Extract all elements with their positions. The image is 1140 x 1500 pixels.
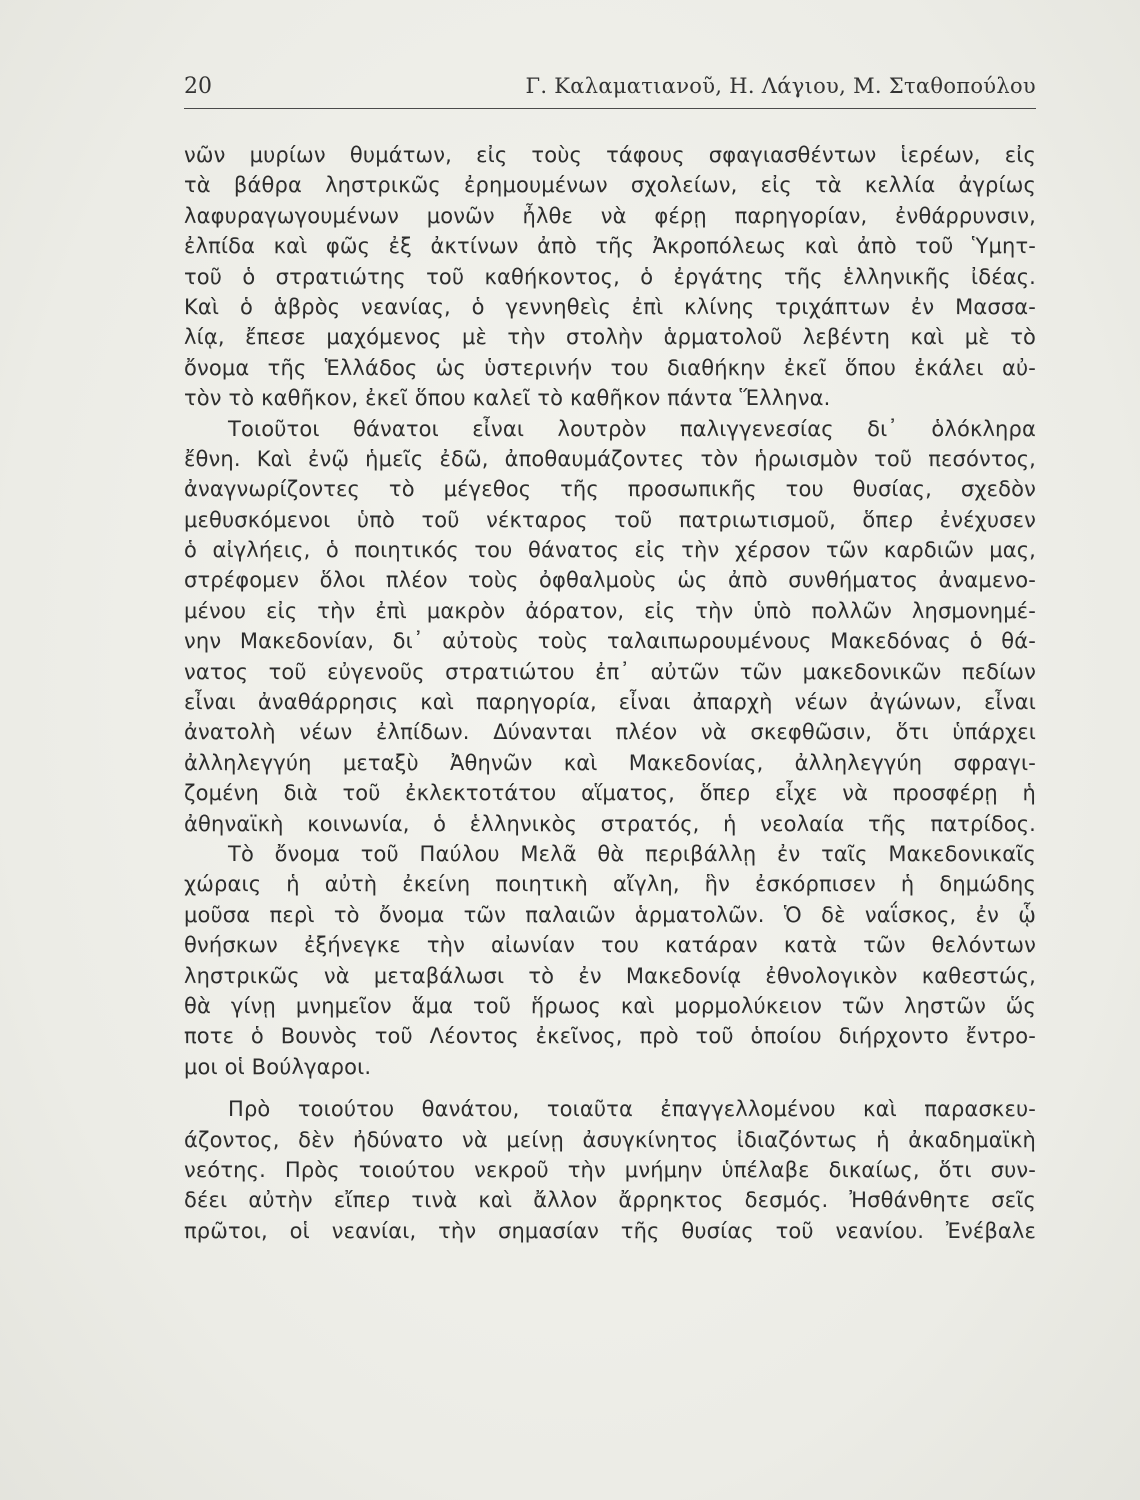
text-line: ἀθηναϊκὴ κοινωνία, ὁ ἑλληνικὸς στρατός, ἡ νεολαία τῆς πατρίδος. <box>184 811 1036 836</box>
text-line: ὁ αἰγλήεις, ὁ ποιητικός του θάνατος εἰς τὴν χέρσον τῶν καρδιῶν μας, <box>184 538 1036 563</box>
text-line: ἐλπίδα καὶ φῶς ἐξ ἀκτίνων ἀπὸ τῆς Ἀκροπόλεως καὶ ἀπὸ τοῦ Ὑμητ- <box>184 234 1036 259</box>
text-line: λίᾳ, ἔπεσε μαχόμενος μὲ τὴν στολὴν ἁρματολοῦ λεβέντη καὶ μὲ τὸ <box>184 325 1036 350</box>
page-number: 20 <box>184 74 212 99</box>
running-head <box>184 74 1036 109</box>
text-line: τὰ βάθρα ληστρικῶς ἐρημουμένων σχολείων, εἰς τὰ κελλία ἀγρίως <box>184 173 1036 198</box>
text-line: Τοιοῦτοι θάνατοι εἶναι λουτρὸν παλιγγενεσίας δι᾽ ὁλόκληρα <box>228 416 1036 441</box>
text-line: χώραις ἡ αὐτὴ ἐκείνη ποιητικὴ αἴγλη, ἣν ἐσκόρπισεν ἡ δημώδης <box>184 872 1036 897</box>
text-line: Καὶ ὁ ἁβρὸς νεανίας, ὁ γεννηθεὶς ἐπὶ κλίνης τριχάπτων ἐν Μασσα- <box>184 294 1036 319</box>
text-line: ἀλληλεγγύη μεταξὺ Ἀθηνῶν καὶ Μακεδονίας, ἀλληλεγγύη σφραγι- <box>184 750 1036 775</box>
text-line: τὸν τὸ καθῆκον, ἐκεῖ ὅπου καλεῖ τὸ καθῆκον πάντα Ἕλληνα. <box>184 386 831 411</box>
body-text <box>184 140 1036 1246</box>
text-line: ἀνατολὴ νέων ἐλπίδων. Δύνανται πλέον νὰ σκεφθῶσιν, ὅτι ὑπάρχει <box>184 720 1036 745</box>
text-line: άζοντος, δὲν ἠδύνατο νὰ μείνῃ ἀσυγκίνητος ἰδιαζόντως ἡ ἀκαδημαϊκὴ <box>184 1127 1036 1152</box>
text-line: ποτε ὁ Βουνὸς τοῦ Λέοντος ἐκεῖνος, πρὸ τοῦ ὁποίου διήρχοντο ἔντρο- <box>184 1024 1036 1049</box>
paragraph-3 <box>184 839 1036 1082</box>
text-line: ληστρικῶς νὰ μεταβάλωσι τὸ ἐν Μακεδονίᾳ ἐθνολογικὸν καθεστώς, <box>184 963 1036 988</box>
text-line: νεότης. Πρὸς τοιούτου νεκροῦ τὴν μνήμην ὑπέλαβε δικαίως, ὅτι συν- <box>184 1157 1036 1182</box>
text-line: θὰ γίνῃ μνημεῖον ἅμα τοῦ ἥρωος καὶ μορμολύκειον τῶν ληστῶν ὥς <box>184 993 1036 1018</box>
text-line: θνήσκων ἐξήνεγκε τὴν αἰωνίαν του κατάραν κατὰ τῶν θελόντων <box>184 933 1036 958</box>
text-line: νατος τοῦ εὐγενοῦς στρατιώτου ἐπ᾽ αὐτῶν τῶν μακεδονικῶν πεδίων <box>184 659 1036 684</box>
text-line: ὄνομα τῆς Ἑλλάδος ὡς ὑστερινήν του διαθήκην ἐκεῖ ὅπου ἐκάλει αὐ- <box>184 355 1036 380</box>
text-line: ζομένη διὰ τοῦ ἐκλεκτοτάτου αἵματος, ὅπερ εἶχε νὰ προσφέρῃ ἡ <box>184 781 1036 806</box>
text-line: τοῦ ὁ στρατιώτης τοῦ καθήκοντος, ὁ ἐργάτης τῆς ἑλληνικῆς ἰδέας. <box>184 264 1036 289</box>
text-line: μοι οἱ Βούλγαροι. <box>184 1054 372 1079</box>
text-line: νην Μακεδονίαν, δι᾽ αὐτοὺς τοὺς ταλαιπωρουμένους Μακεδόνας ὁ θά- <box>184 629 1036 654</box>
text-line: πρῶτοι, οἱ νεανίαι, τὴν σημασίαν τῆς θυσίας τοῦ νεανίου. Ἐνέβαλε <box>184 1218 1036 1243</box>
text-line: Τὸ ὄνομα τοῦ Παύλου Μελᾶ θὰ περιβάλλῃ ἐν ταῖς Μακεδονικαῖς <box>228 841 1036 866</box>
paragraph-1 <box>184 140 1036 414</box>
text-line: λαφυραγωγουμένων μονῶν ἦλθε νὰ φέρῃ παρηγορίαν, ἐνθάρρυνσιν, <box>184 203 1036 228</box>
paragraph-4 <box>184 1094 1036 1246</box>
text-line: στρέφομεν ὅλοι πλέον τοὺς ὀφθαλμοὺς ὡς ἀπὸ συνθήματος ἀναμενο- <box>184 568 1036 593</box>
text-line: ἀναγνωρίζοντες τὸ μέγεθος τῆς προσωπικῆς του θυσίας, σχεδὸν <box>184 477 1036 502</box>
text-line: Πρὸ τοιούτου θανάτου, τοιαῦτα ἐπαγγελλομένου καὶ παρασκευ- <box>228 1097 1036 1122</box>
running-title: Γ. Καλαματιανοῦ, Η. Λάγιου, Μ. Σταθοπούλου <box>525 74 1036 98</box>
paragraph-2 <box>184 414 1036 839</box>
text-line: δέει αὐτὴν εἴπερ τινὰ καὶ ἄλλον ἄρρηκτος δεσμός. Ἠσθάνθητε σεῖς <box>184 1188 1036 1213</box>
paragraph-gap <box>184 1082 1036 1094</box>
text-line: μοῦσα περὶ τὸ ὄνομα τῶν παλαιῶν ἁρματολῶν. Ὁ δὲ ναΐσκος, ἐν ᾧ <box>184 902 1036 927</box>
text-line: ἔθνη. Καὶ ἐνῷ ἡμεῖς ἐδῶ, ἀποθαυμάζοντες τὸν ἡρωισμὸν τοῦ πεσόντος, <box>184 446 1036 471</box>
text-line: μεθυσκόμενοι ὑπὸ τοῦ νέκταρος τοῦ πατριωτισμοῦ, ὅπερ ἐνέχυσεν <box>184 507 1036 532</box>
text-line: εἶναι ἀναθάρρησις καὶ παρηγορία, εἶναι ἀπαρχὴ νέων ἀγώνων, εἶναι <box>184 690 1036 715</box>
text-line: μένου εἰς τὴν ἐπὶ μακρὸν ἀόρατον, εἰς τὴν ὑπὸ πολλῶν λησμονημέ- <box>184 598 1036 623</box>
text-line: νῶν μυρίων θυμάτων, εἰς τοὺς τάφους σφαγιασθέντων ἱερέων, εἰς <box>184 143 1036 167</box>
